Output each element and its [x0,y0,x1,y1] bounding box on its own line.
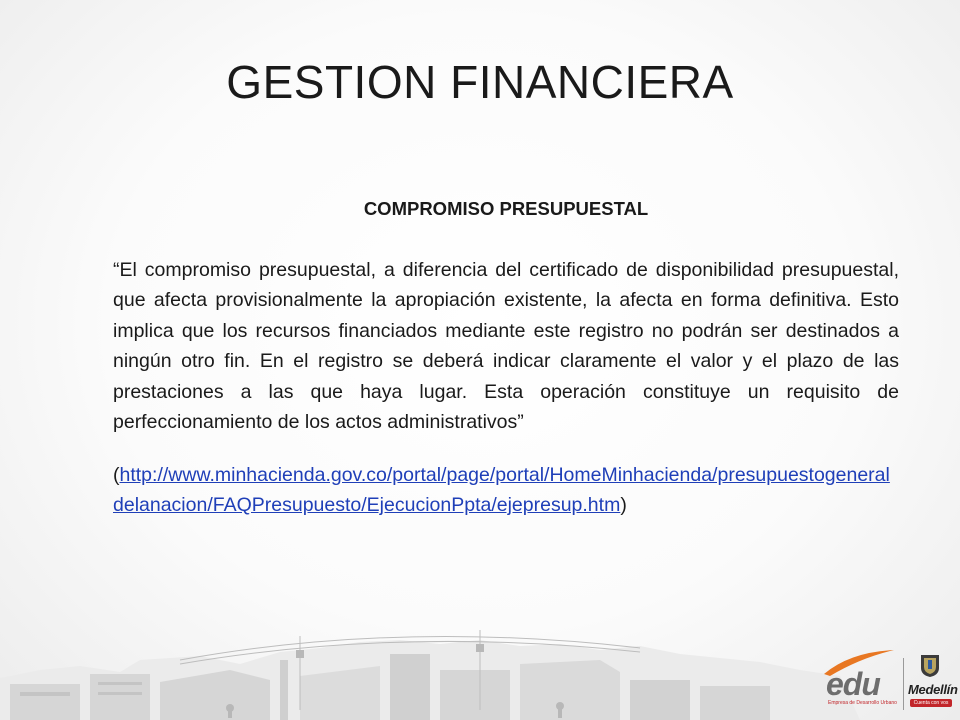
medellin-slogan: Cuenta con vos [910,699,952,707]
quote-paragraph: “El compromiso presupuestal, a diferencia del certificado de disponibilidad presupuestal, que afecta provisionalmente la apropiación existente, la afecta en forma definitiva. Esto implica que los recursos financiados mediante este registro no podrán ser destinados a ningún otro fin. En el registro se deberá indicar claramente el valor y el plazo de las prestaciones a las que haya lugar. Esta operación constituye un requisito de perfeccionamiento de los actos administrativos” [113,258,899,433]
logo-divider [903,658,904,710]
slide-content [113,194,899,521]
edu-wordmark: edu [826,666,880,702]
footer-logos [790,648,960,720]
slide-title: GESTION FINANCIERA [226,56,734,108]
source-link[interactable]: http://www.minhacienda.gov.co/portal/page/portal/HomeMinhacienda/presupuestogeneraldelanacion/FAQPresupuesto/EjecucionPpta/ejepresup.htm [113,463,890,516]
edu-logo [820,648,900,710]
medellin-name: Medellín [908,682,958,697]
source-citation [113,460,899,521]
medellin-logo [908,654,960,716]
source-close-paren: ) [620,494,627,516]
medellin-shield-icon [920,654,940,678]
section-subtitle: COMPROMISO PRESUPUESTAL [363,198,649,219]
source-open-paren: ( [113,463,120,486]
edu-tagline: Empresa de Desarrollo Urbano [828,700,897,706]
